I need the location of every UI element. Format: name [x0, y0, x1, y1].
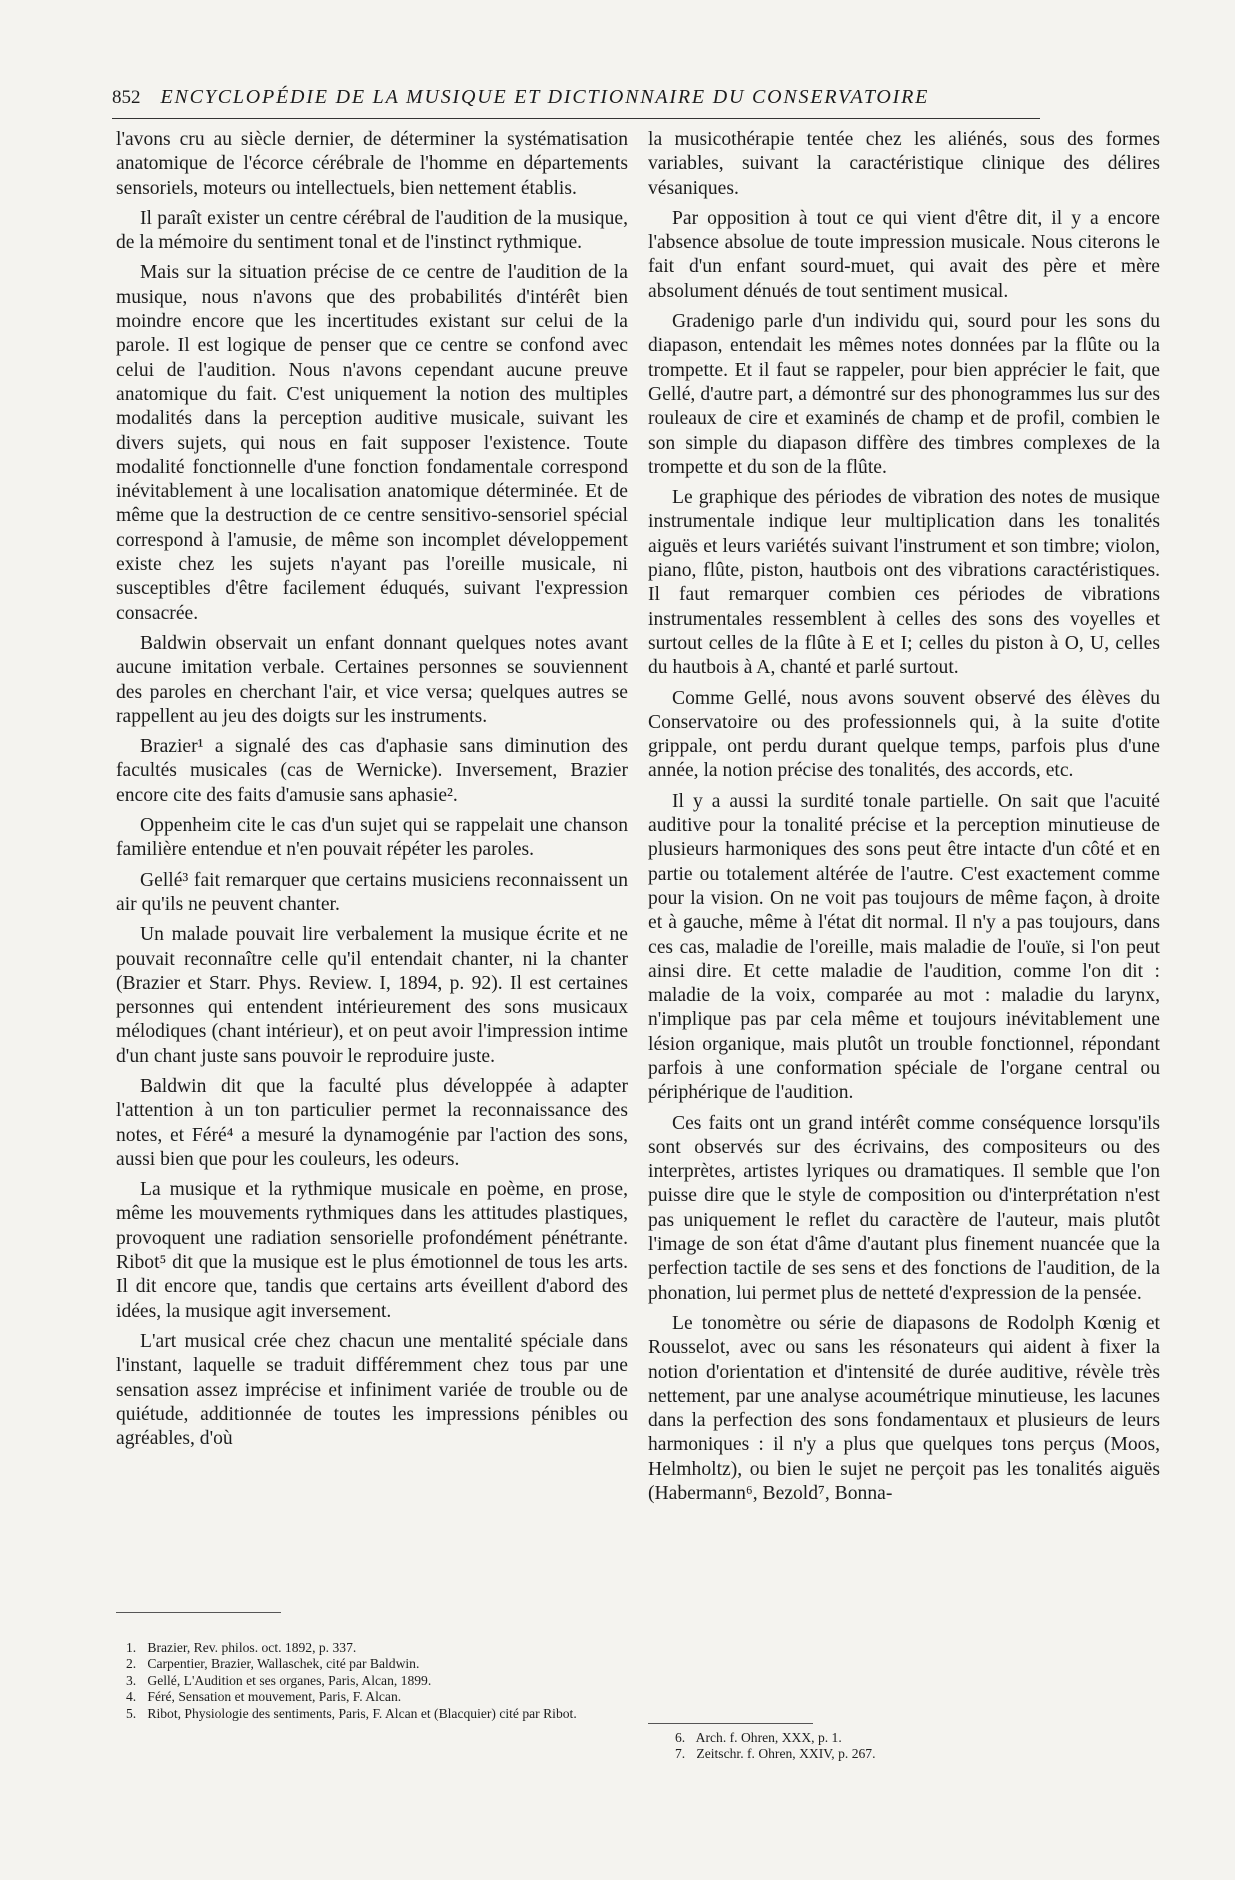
footnote-text: Brazier, Rev. philos. oct. 1892, p. 337. [147, 1640, 357, 1655]
footnote [126, 1706, 626, 1722]
footnote-number: 7. [675, 1746, 686, 1762]
footnote-text: Ribot, Physiologie des sentiments, Paris, F. Alcan et (Blacquier) cité par Ribot. [147, 1705, 577, 1721]
footnote-text: Zeitschr. f. Ohren, XXIV, p. 267. [696, 1746, 876, 1762]
footnote [126, 1640, 626, 1656]
footnote-rule [116, 1612, 281, 1613]
footnote [675, 1730, 1115, 1746]
footnote [675, 1746, 1115, 1762]
footnote [126, 1673, 626, 1689]
paragraph: Comme Gellé, nous avons souvent observé des élèves du Conservatoire ou des professionnels qui, à la suite d'otite grippale, ont perdu durant quelque temps, parfois plus d'une année, la notion précise des tonalités, des accords, etc. [648, 687, 1160, 782]
right-column [648, 128, 1160, 1512]
footnote-number: 5. [126, 1705, 137, 1721]
footnote-text: Féré, Sensation et mouvement, Paris, F. Alcan. [147, 1689, 402, 1705]
paragraph: Mais sur la situation précise de ce centre de l'audition de la musique, nous n'avons que des probabilités d'intérêt bien moindre encore que les incertitudes existant sur celui de la parole. Il est logique de penser que ce centre se confond avec celui de l'audition. Nous n'avons cependant aucune preuve anatomique du fait. C'est uniquement la notion des multiples modalités dans la perception auditive musicale, suivant les divers sujets, qui nous en fait supposer l'existence. Toute modalité fonctionnelle d'une fonction fondamentale correspond inévitablement à une localisation anatomique déterminée. Et de même que la destruction de ce centre sensitivo-sensoriel spécial correspond à l'amusie, de même son incomplet développement existe chez les sujets n'ayant pas l'oreille musicale, ni susceptibles d'être facilement éduqués, suivant l'expression consacrée. [116, 262, 628, 624]
paragraph: Le graphique des périodes de vibration des notes de musique instrumentale indique leur multiplication dans les tonalités aiguës et leurs variétés suivant l'instrument et son timbre; violon, piano, flûte, piston, hautbois ont des vibrations caractéristiques. Il faut remarquer combien ces périodes de vibrations instrumentales ressemblent à celles des sons des voyelles et surtout celles de la flûte à E et I; celles du piston à O, U, celles du hautbois à A, chanté et parlé surtout. [648, 487, 1160, 679]
paragraph: l'avons cru au siècle dernier, de déterminer la systématisation anatomique de l'écorce cérébrale de l'homme en départements sensoriels, moteurs ou intellectuels, bien nettement établis. [116, 129, 628, 199]
footnotes-right [675, 1730, 1115, 1763]
paragraph: Il y a aussi la surdité tonale partielle. On sait que l'acuité auditive pour la tonalité précise et la perception minutieuse de plusieurs harmoniques des sons peut être intacte d'un côté et en partie ou totalement altérée de l'autre. C'est exactement comme pour la vision. On ne voit pas toujours de même façon, à droite et à gauche, même à l'état dit normal. Il n'y a pas toujours, dans ces cas, maladie de l'oreille, mais maladie de l'ouïe, si l'on peut ainsi dire. Et cette maladie de l'audition, comme l'on dit : maladie de la voix, comparée au mot : maladie du larynx, n'implique pas par cela même et toujours inévitablement une lésion organique, mais plutôt un trouble fonctionnel, répondant parfois à une conformation spéciale de l'organe central ou périphérique de l'audition. [648, 790, 1160, 1104]
footnote-number: 6. [675, 1730, 686, 1745]
page-header [112, 86, 1040, 109]
footnote-number: 1. [126, 1640, 137, 1655]
paragraph: La musique et la rythmique musicale en poème, en prose, même les mouvements rythmiques dans les attitudes plastiques, provoquent une radiation sensorielle profondément pénétrante. Ribot⁵ dit que la musique est le plus émotionnel de tous les arts. Il dit encore que, tandis que certains arts éveillent d'abord des idées, la musique agit inversement. [116, 1179, 628, 1322]
paragraph: la musicothérapie tentée chez les aliénés, sous des formes variables, suivant la caractéristique clinique des délires vésaniques. [648, 129, 1160, 199]
paragraph: L'art musical crée chez chacun une mentalité spéciale dans l'instant, laquelle se traduit différemment chez tous par une sensation assez imprécise et infiniment variée de trouble ou de quiétude, additionnée de toutes les impressions pénibles ou agréables, d'où [116, 1330, 628, 1450]
footnote-number: 2. [126, 1656, 137, 1672]
paragraph: Baldwin dit que la faculté plus développée à adapter l'attention à un ton particulier permet la reconnaissance des notes, et Féré⁴ a mesuré la dynamogénie par l'action des sons, aussi bien que pour les couleurs, les odeurs. [116, 1075, 628, 1170]
footnotes-left [126, 1640, 626, 1722]
paragraph: Un malade pouvait lire verbalement la musique écrite et ne pouvait reconnaître celle qu'il entendait chanter, ni la chanter (Brazier et Starr. Phys. Review. I, 1894, p. 92). Il est certaines personnes qui entendent intérieurement des sons musicaux mélodiques (chant intérieur), et on peut avoir l'impression intime d'un chant juste sans pouvoir le reproduire juste. [116, 924, 628, 1067]
footnote-number: 4. [126, 1689, 137, 1705]
footnote [126, 1689, 626, 1705]
paragraph: Par opposition à tout ce qui vient d'être dit, il y a encore l'absence absolue de toute impression musicale. Nous citerons le fait d'un enfant sourd-muet, qui avait des père et mère absolument dénués de tout sentiment musical. [648, 207, 1160, 302]
paragraph: Baldwin observait un enfant donnant quelques notes avant aucune imitation verbale. Certaines personnes se souviennent des paroles en cherchant l'air, et vice versa; quelques autres se rappellent au jeu des doigts sur les instruments. [116, 632, 628, 727]
page-number: 852 [112, 87, 141, 108]
footnote-text: Arch. f. Ohren, XXX, p. 1. [695, 1730, 842, 1745]
footnote [126, 1656, 626, 1672]
paragraph: Gellé³ fait remarquer que certains musiciens reconnaissent un air qu'ils ne peuvent chanter. [116, 869, 628, 915]
paragraph: Ces faits ont un grand intérêt comme conséquence lorsqu'ils sont observés sur des écrivains, des compositeurs ou des interprètes, artistes lyriques ou dramatiques. Il semble que l'on puisse dire que le style de composition ou d'interprétation n'est pas uniquement le reflet du caractère de l'auteur, mais plutôt l'image de son état d'âme d'autant plus finement nuancée que la perfection tactile de ses sens et des fonctions de l'audition, de la phonation, lui permet plus de netteté d'expression de la pensée. [648, 1112, 1160, 1304]
left-column [116, 128, 628, 1457]
footnote-text: Carpentier, Brazier, Wallaschek, cité par Baldwin. [147, 1656, 420, 1672]
paragraph: Brazier¹ a signalé des cas d'aphasie sans diminution des facultés musicales (cas de Wernicke). Inversement, Brazier encore cite des faits d'amusie sans aphasie². [116, 736, 628, 806]
paragraph: Le tonomètre ou série de diapasons de Rodolph Kœnig et Rousselot, avec ou sans les résonateurs qui aident à fixer la notion d'orientation et d'intensité de durée auditive, révèle très nettement, par une analyse acoumétrique minutieuse, les lacunes dans la perfection des sons fondamentaux et plusieurs de leurs harmoniques : il n'y a plus que quelques tons perçus (Moos, Helmholtz), ou bien le sujet ne perçoit pas les tonalités aiguës (Habermann⁶, Bezold⁷, Bonna- [648, 1312, 1160, 1505]
paragraph: Oppenheim cite le cas d'un sujet qui se rappelait une chanson familière entendue et n'en pouvait répéter les paroles. [116, 815, 628, 861]
footnote-text: Gellé, L'Audition et ses organes, Paris, Alcan, 1899. [147, 1672, 432, 1688]
paragraph: Gradenigo parle d'un individu qui, sourd pour les sons du diapason, entendait les mêmes notes données par la flûte ou la trompette. Et il faut se rappeler, pour bien apprécier le fait, que Gellé, d'autre part, a démontré sur des phonogrammes lus sur des rouleaux de cire et examinés de champ et de profil, combien le son simple du diapason diffère des timbres complexes de la trompette et du son de la flûte. [648, 311, 1160, 478]
paragraph: Il paraît exister un centre cérébral de l'audition de la musique, de la mémoire du sentiment tonal et de l'instinct rythmique. [116, 207, 628, 254]
running-title: ENCYCLOPÉDIE DE LA MUSIQUE ET DICTIONNAIRE DU CONSERVATOIRE [160, 86, 930, 108]
footnote-rule [648, 1723, 813, 1724]
header-rule [112, 118, 1040, 119]
footnote-number: 3. [126, 1672, 137, 1688]
